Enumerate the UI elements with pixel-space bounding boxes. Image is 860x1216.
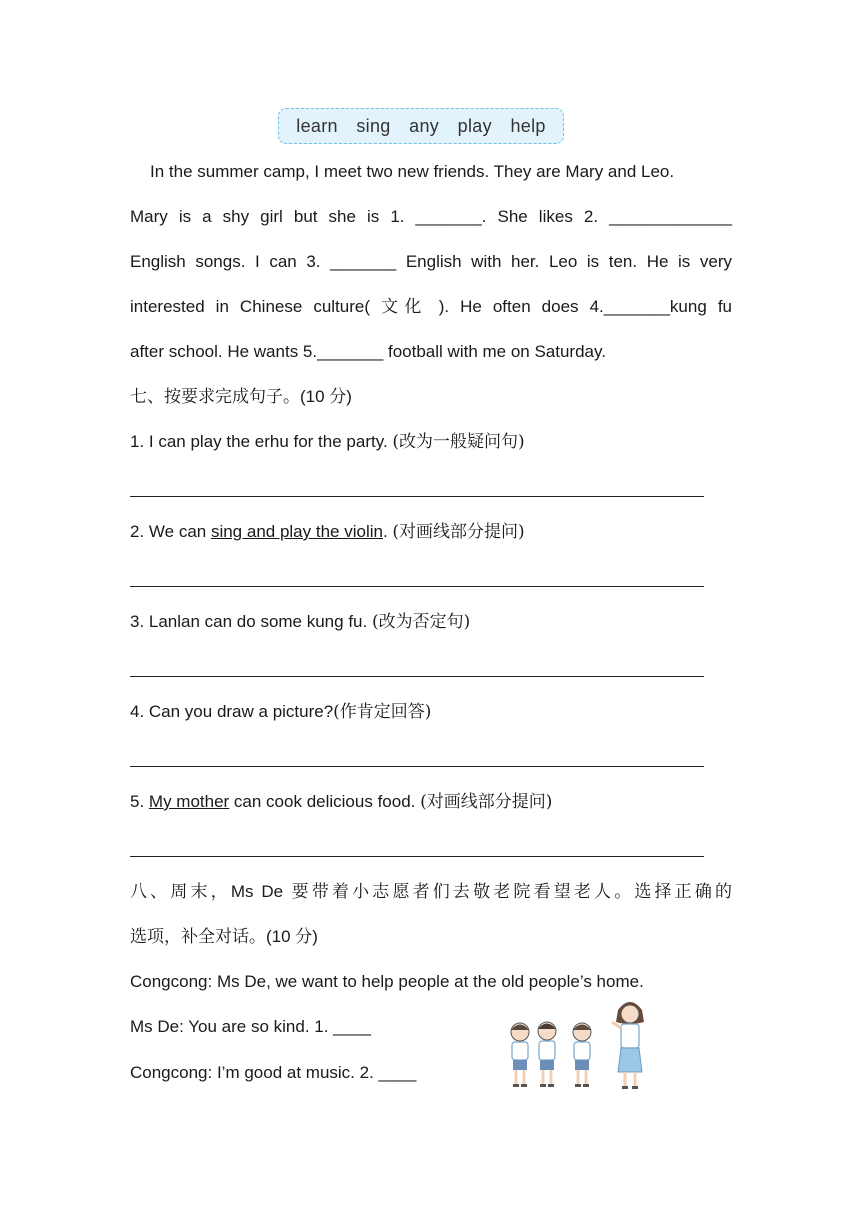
exercise-instruction: (对画线部分提问) — [392, 522, 525, 542]
exercise-instruction: (改为一般疑问句) — [392, 432, 525, 452]
exercise-item-5 — [130, 791, 732, 813]
word-bank-item: learn — [296, 115, 338, 136]
dialog-line: Ms De: You are so kind. 1. ____ — [130, 1017, 371, 1036]
exercise-instruction: (对画线部分提问) — [420, 792, 553, 812]
exercise-item-1 — [130, 431, 732, 453]
section-heading-text: 七、按要求完成句子。 — [130, 387, 300, 407]
exercise-instruction: (改为否定句) — [371, 612, 471, 632]
passage-line — [130, 296, 732, 318]
section-score: (10 分) — [300, 387, 352, 406]
word-bank-item: any — [409, 115, 440, 136]
word-bank-item: help — [510, 115, 546, 136]
exercise-text: 2. We can — [130, 522, 211, 541]
section-score: (10 分) — [266, 927, 318, 946]
section-heading-text: 八、周末， — [130, 882, 231, 902]
teacher-figure — [612, 1002, 644, 1089]
answer-line[interactable] — [130, 856, 704, 857]
dialog-line: Congcong: Ms De, we want to help people at the old people’s home. — [130, 972, 644, 991]
passage-line: English songs. I can 3. _______ English with her. Leo is ten. He is very — [130, 252, 732, 271]
child-figure — [511, 1023, 529, 1087]
exercise-item-4 — [130, 701, 732, 723]
word-bank-item: play — [457, 115, 492, 136]
section-heading-name: Ms De — [230, 882, 284, 901]
passage-line: In the summer camp, I meet two new friends. They are Mary and Leo. — [150, 162, 675, 181]
underlined-phrase: My mother — [148, 792, 230, 811]
children-and-teacher-illustration — [500, 992, 660, 1092]
exercise-text: 5. — [130, 792, 149, 811]
answer-line[interactable] — [130, 496, 704, 497]
exercise-item-3 — [130, 611, 732, 633]
section7-heading — [130, 386, 732, 408]
answer-line[interactable] — [130, 676, 704, 677]
exercise-text: 1. I can play the erhu for the party. — [130, 432, 393, 451]
exercise-text: . — [382, 522, 393, 541]
answer-line[interactable] — [130, 586, 704, 587]
underlined-phrase: sing and play the violin — [210, 522, 383, 541]
section8-heading-line2 — [130, 926, 732, 948]
section8-heading-line1 — [130, 881, 732, 903]
word-bank-box — [278, 108, 564, 144]
passage-line: Mary is a shy girl but she is 1. _______. She likes 2. _____________ — [130, 207, 732, 226]
passage-text: interested in Chinese culture( — [130, 297, 371, 316]
exercise-item-2 — [130, 521, 732, 543]
exercise-text: 3. Lanlan can do some kung fu. — [130, 612, 372, 631]
exercise-text: can cook delicious food. — [229, 792, 421, 811]
passage-text: ). He often does 4._______kung fu — [438, 297, 732, 316]
answer-line[interactable] — [130, 766, 704, 767]
exercise-text: 4. Can you draw a picture? — [130, 702, 334, 721]
child-figure — [573, 1023, 591, 1087]
word-bank-item: sing — [356, 115, 391, 136]
passage-cjk-word: 文化 — [381, 297, 428, 317]
passage-line: after school. He wants 5._______ football with me on Saturday. — [130, 342, 606, 361]
section-heading-text: 要带着小志愿者们去敬老院看望老人。选择正确的 — [283, 882, 733, 902]
child-figure — [538, 1022, 556, 1087]
section-heading-text: 选项，补全对话。 — [130, 927, 266, 947]
dialog-line: Congcong: I’m good at music. 2. ____ — [130, 1063, 417, 1082]
exercise-instruction: (作肯定回答) — [333, 702, 432, 722]
